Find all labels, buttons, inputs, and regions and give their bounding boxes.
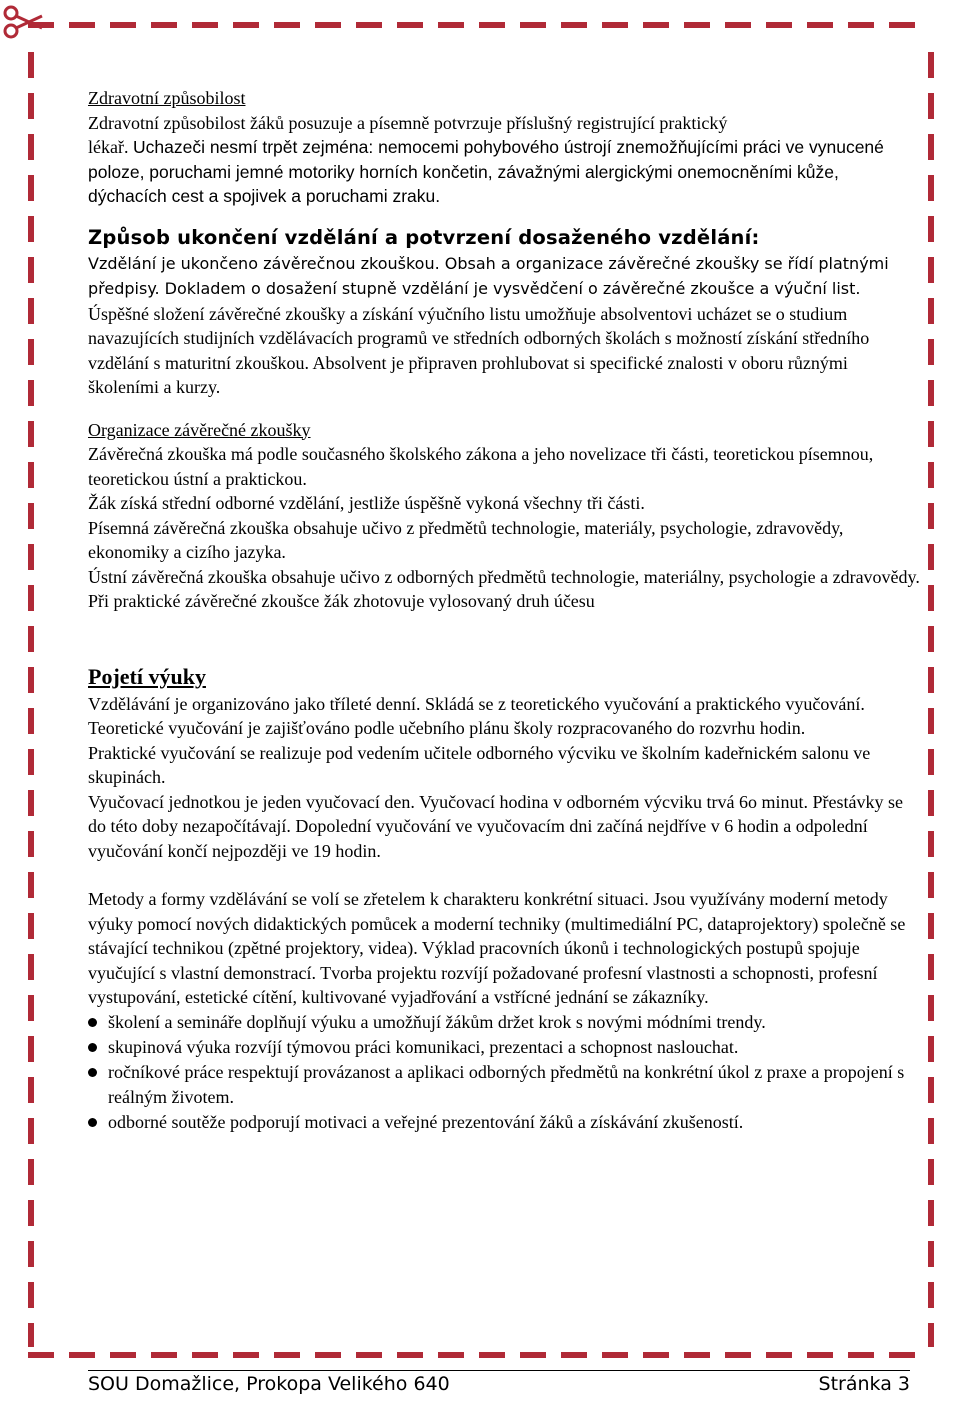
paragraph: Při praktické závěrečné zkoušce žák zhotovuje vylosovaný druh účesu: [88, 591, 595, 611]
section-title: Organizace závěrečné zkoušky: [88, 419, 311, 440]
paragraph: Praktické vyučování se realizuje pod vedením učitele odborného výcviku ve školním kadeřnickém salonu ve skupinách.: [88, 742, 871, 787]
paragraph: Uchazeči nesmí trpět zejména: nemocemi pohybového ústrojí znemožňujícími práci ve vynucené poloze, poruchami jemné motoriky horních končetin, závažnými alergickými onemocněními kůže, dýchacích cest a spojivek a poruchami zraku.: [88, 137, 884, 206]
paragraph: Vzdělávání je organizováno jako tříleté denní. Skládá se z teoretického vyučování a praktického vyučování.: [88, 693, 865, 714]
bullet-icon: [88, 1043, 97, 1052]
bullet-icon: [88, 1068, 97, 1077]
scissors-icon: [2, 3, 44, 41]
decorative-border-left: [28, 52, 34, 1347]
page-content: [88, 86, 920, 1135]
bullet-icon: [88, 1018, 97, 1027]
decorative-border-bottom: [28, 1352, 920, 1358]
paragraph: Zdravotní způsobilost žáků posuzuje a písemně potvrzuje příslušný registrující praktický: [88, 112, 728, 133]
bullet-list: [88, 1010, 920, 1135]
paragraph: lékař.: [88, 137, 129, 157]
paragraph: Metody a formy vzdělávání se volí se zřetelem k charakteru konkrétní situaci. Jsou využívány moderní metody výuky pomocí nových didaktických pomůcek a moderní techniky (multimediální PC, dataprojektory) společně se stávající technikou (zpětné projektory, videa). Výklad pracovních úkonů i technologických postupů spojuje vyučující s vlastní demonstrací. Tvorba projektu rozvíjí požadované profesní vlastnosti a schopnosti, profesní vystupování, estetické cítění, kultivované vyjadřování a vstřícné jednání se zákazníky.: [88, 889, 906, 1007]
list-item: skupinová výuka rozvíjí týmovou práci komunikaci, prezentaci a schopnost naslouchat.: [88, 1035, 920, 1060]
paragraph: Závěrečná zkouška má podle současného školského zákona a jeho novelizace tři části, teoretickou písemnou, teoretickou ústní a praktickou.: [88, 444, 874, 489]
paragraph: Ústní závěrečná zkouška obsahuje učivo z odborných předmětů technologie, materiálny, psychologie a zdravovědy.: [88, 566, 920, 587]
section-organizace: [88, 418, 920, 614]
paragraph: Úspěšné složení závěrečné zkoušky a získání výučního listu umožňuje absolventovi ucházet se o studium navazujících studijních vzdělávacích programů ve středních odborných školách s možností získání středního vzdělání s maturitní zkouškou. Absolvent je připraven prohlubovat si specifické znalosti v oboru různými školeními a kurzy.: [88, 303, 870, 397]
footer-page-number: Stránka 3: [818, 1373, 910, 1395]
section-zpusob-ukonceni: [88, 225, 920, 400]
list-item: školení a semináře doplňují výuku a umožňují žákům držet krok s novými módními trendy.: [88, 1010, 920, 1035]
section-pojeti-vyuky: [88, 662, 920, 1135]
decorative-border-top: [28, 22, 920, 28]
bullet-icon: [88, 1118, 97, 1127]
paragraph: Vyučovací jednotkou je jeden vyučovací den. Vyučovací hodina v odborném výcviku trvá 6o minut. Přestávky se do této doby nezapočítávají. Dopolední vyučování ve vyučovacím dni začíná nejdříve v 6 hodin a odpolední vyučování končí nejpozději ve 19 hodin.: [88, 791, 903, 861]
paragraph: Písemná závěrečná zkouška obsahuje učivo z předmětů technologie, materiály, psychologie, zdravovědy, ekonomiky a cizího jazyka.: [88, 517, 844, 562]
paragraph: Žák získá střední odborné vzdělání, jestliže úspěšně vykoná všechny tři části.: [88, 493, 645, 513]
section-zdravotni-zpusobilost: [88, 86, 920, 209]
section-heading: Pojetí výuky: [88, 663, 206, 689]
page-footer: [88, 1370, 910, 1395]
section-heading: Způsob ukončení vzdělání a potvrzení dosaženého vzdělání:: [88, 225, 760, 249]
list-item: odborné soutěže podporují motivaci a veřejné prezentování žáků a získávání zkušeností.: [88, 1110, 920, 1135]
footer-school-address: SOU Domažlice, Prokopa Velikého 640: [88, 1373, 450, 1395]
list-item: ročníkové práce respektují provázanost a aplikaci odborných předmětů na konkrétní úkol z praxe a propojení s reálným životem.: [88, 1060, 920, 1110]
section-title: Zdravotní způsobilost: [88, 88, 246, 108]
decorative-border-right: [928, 52, 934, 1347]
paragraph: Teoretické vyučování je zajišťováno podle učebního plánu školy rozpracovaného do rozvrhu hodin.: [88, 718, 806, 738]
paragraph: Vzdělání je ukončeno závěrečnou zkouškou. Obsah a organizace závěrečné zkoušky se řídí platnými předpisy. Dokladem o dosažení stupně vzdělání je vysvědčení o závěrečné zkoušce a výuční list.: [88, 253, 889, 298]
